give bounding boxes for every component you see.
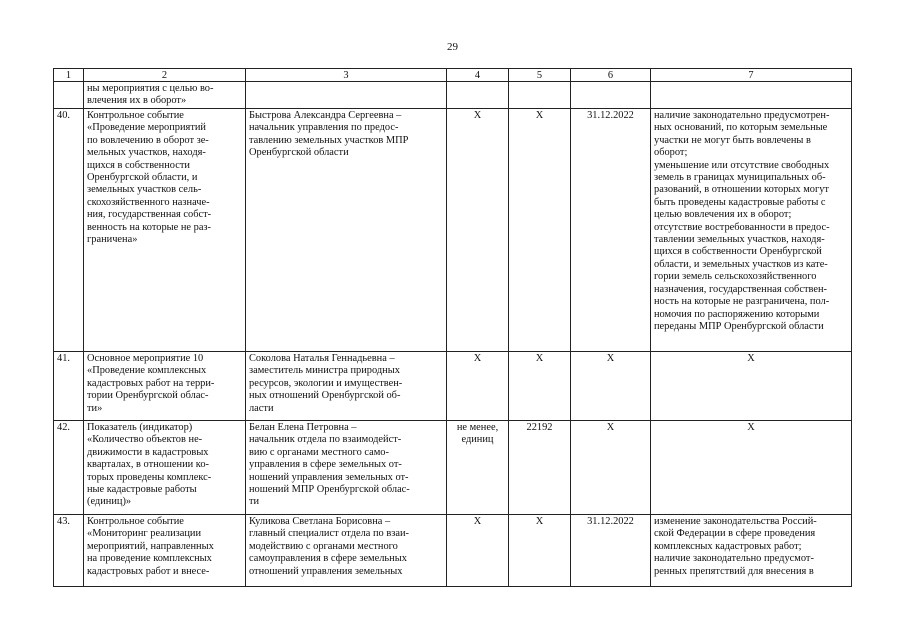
deadline-cell: 31.12.2022 <box>571 515 651 587</box>
event-name-cell: Основное мероприятие 10 «Проведение комплексных кадастровых работ на терри- тории Оренбургской облас- ти» <box>84 352 246 421</box>
responsible-person-cell: Соколова Наталья Геннадьевна – заместитель министра природных ресурсов, экологии и имуществен- ных отношений Оренбургской об- ласти <box>246 352 447 421</box>
column-number-header-row <box>54 69 852 82</box>
column-number-cell: 3 <box>246 69 447 82</box>
value-cell: Х <box>509 109 571 352</box>
risks-cell <box>651 82 852 109</box>
table-row <box>54 515 852 587</box>
deadline-cell <box>571 82 651 109</box>
risks-cell: Х <box>651 421 852 515</box>
row-number-cell <box>54 82 84 109</box>
unit-cell <box>447 82 509 109</box>
unit-cell: Х <box>447 352 509 421</box>
column-number-cell: 7 <box>651 69 852 82</box>
risks-cell: наличие законодательно предусмотрен- ных оснований, по которым земельные участки не могут быть вовлечены в оборот; уменьшение или отсутствие свободных земель в границах муниципальных об- разований, в отношении которых могут быть проведены кадастровые работы с целью вовлечения их в оборот; отсутствие востребованности в предос- тавлении земельных участков, находя- щихся в собственности Оренбургской области, и земельных участков из кате- гории земель сельскохозяйственного назначения, государственная собствен- ность на которые не разграничена, пол- номочия по распоряжению которыми переданы МПР Оренбургской области <box>651 109 852 352</box>
event-name-cell: Контрольное событие «Проведение мероприятий по вовлечению в оборот зе- мельных участков, находя- щихся в собственности Оренбургской области, и земельных участков сель- скохозяйственного назначе- ния, государственная собст- венность на которые не раз- граничена» <box>84 109 246 352</box>
event-name-cell: Контрольное событие «Мониторинг реализации мероприятий, направленных на проведение комплексных кадастровых работ и внесе- <box>84 515 246 587</box>
value-cell: Х <box>509 515 571 587</box>
row-number-cell: 42. <box>54 421 84 515</box>
column-number-cell: 2 <box>84 69 246 82</box>
table-row <box>54 421 852 515</box>
row-number-cell: 43. <box>54 515 84 587</box>
page-number: 29 <box>447 41 458 53</box>
column-number-cell: 6 <box>571 69 651 82</box>
value-cell <box>509 82 571 109</box>
row-number-cell: 40. <box>54 109 84 352</box>
table-row <box>54 109 852 352</box>
deadline-cell: 31.12.2022 <box>571 109 651 352</box>
unit-cell: Х <box>447 515 509 587</box>
deadline-cell: Х <box>571 421 651 515</box>
table-row <box>54 82 852 109</box>
unit-cell: Х <box>447 109 509 352</box>
table-row <box>54 352 852 421</box>
row-number-cell: 41. <box>54 352 84 421</box>
column-number-cell: 5 <box>509 69 571 82</box>
responsible-person-cell: Белан Елена Петровна – начальник отдела по взаимодейст- вию с органами местного само- управления в сфере земельных от- ношений управления земельных от- ношений МПР Оренбургской облас- ти <box>246 421 447 515</box>
responsible-person-cell <box>246 82 447 109</box>
responsible-person-cell: Куликова Светлана Борисовна – главный специалист отдела по взаи- модействию с органами местного самоуправления в сфере земельных отношений управления земельных <box>246 515 447 587</box>
unit-cell: не менее, единиц <box>447 421 509 515</box>
event-name-cell: ны мероприятия с целью во- влечения их в оборот» <box>84 82 246 109</box>
responsible-person-cell: Быстрова Александра Сергеевна – начальник управления по предос- тавлению земельных участков МПР Оренбургской области <box>246 109 447 352</box>
value-cell: Х <box>509 352 571 421</box>
activities-table <box>53 68 852 587</box>
value-cell: 22192 <box>509 421 571 515</box>
column-number-cell: 4 <box>447 69 509 82</box>
risks-cell: изменение законодательства Россий- ской Федерации в сфере проведения комплексных кадастровых работ; наличие законодательно предусмот- ренных препятствий для внесения в <box>651 515 852 587</box>
deadline-cell: Х <box>571 352 651 421</box>
column-number-cell: 1 <box>54 69 84 82</box>
event-name-cell: Показатель (индикатор) «Количество объектов не- движимости в кадастровых кварталах, в отношении ко- торых проведены комплекс- ные кадастровые работы (единиц)» <box>84 421 246 515</box>
risks-cell: Х <box>651 352 852 421</box>
